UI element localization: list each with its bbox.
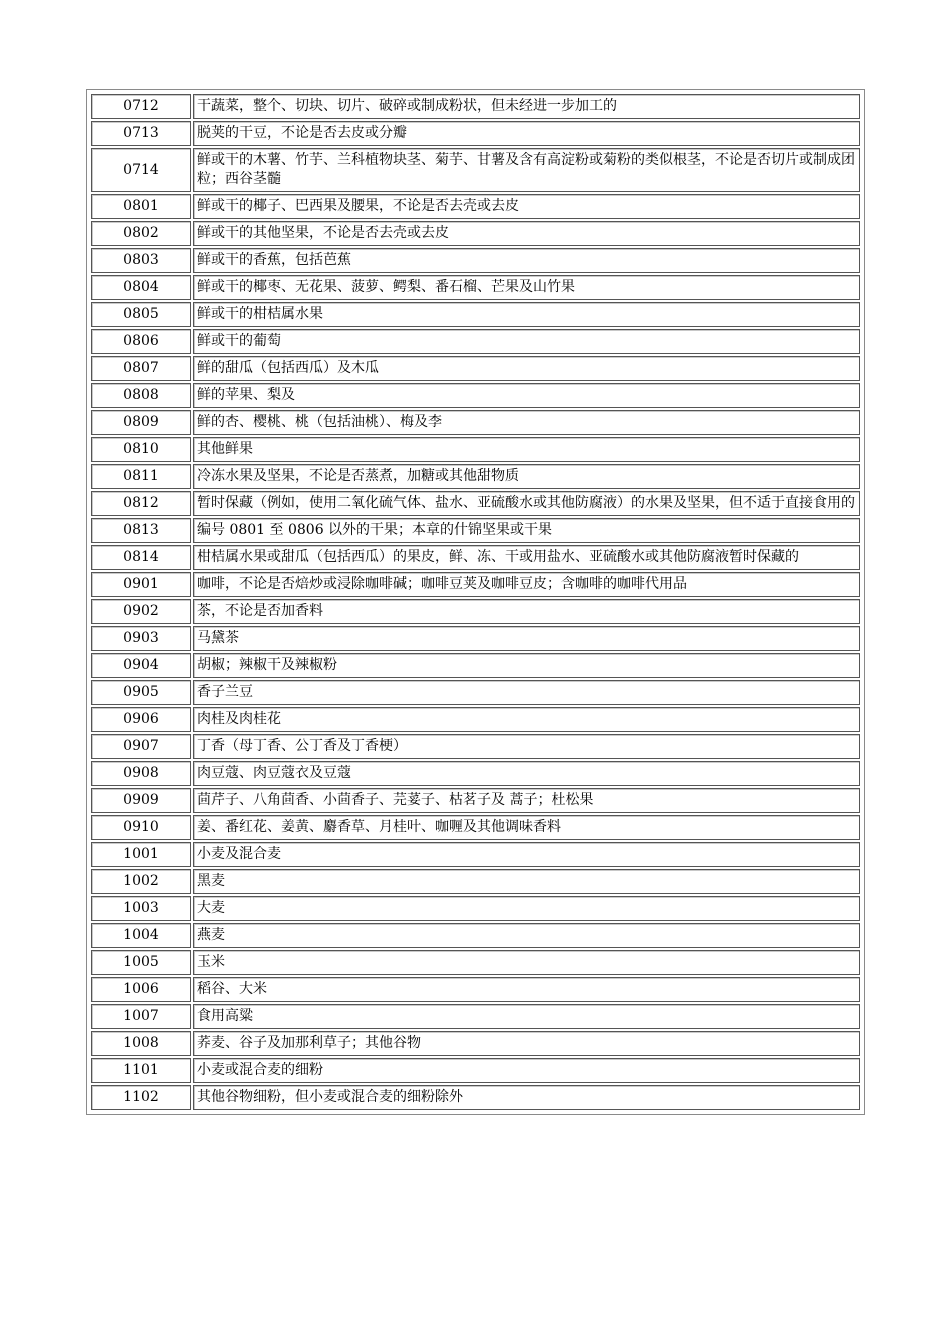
- description-cell: 暂时保藏（例如，使用二氧化硫气体、盐水、亚硫酸水或其他防腐液）的水果及坚果，但不适于直接食用的: [193, 491, 860, 516]
- description-cell: 肉豆蔻、肉豆蔻衣及豆蔻: [193, 761, 860, 786]
- description-cell: 其他谷物细粉，但小麦或混合麦的细粉除外: [193, 1085, 860, 1110]
- hs-code-cell: 0713: [91, 121, 191, 146]
- hs-code-cell: 0906: [91, 707, 191, 732]
- description-cell: 干蔬菜，整个、切块、切片、破碎或制成粉状，但未经进一步加工的: [193, 94, 860, 119]
- hs-code-cell: 0811: [91, 464, 191, 489]
- table-row: [91, 977, 860, 1002]
- table-row: [91, 329, 860, 354]
- hs-code-cell: 0808: [91, 383, 191, 408]
- table-row: [91, 761, 860, 786]
- table-row: [91, 464, 860, 489]
- description-cell: 玉米: [193, 950, 860, 975]
- hs-code-cell: 0712: [91, 94, 191, 119]
- hs-code-cell: 1101: [91, 1058, 191, 1083]
- hs-code-cell: 0805: [91, 302, 191, 327]
- hs-code-cell: 0910: [91, 815, 191, 840]
- hs-code-cell: 0902: [91, 599, 191, 624]
- hs-code-cell: 0813: [91, 518, 191, 543]
- table-row: [91, 950, 860, 975]
- table-row: [91, 545, 860, 570]
- description-cell: 咖啡，不论是否焙炒或浸除咖啡碱；咖啡豆荚及咖啡豆皮；含咖啡的咖啡代用品: [193, 572, 860, 597]
- table-row: [91, 383, 860, 408]
- description-cell: 其他鲜果: [193, 437, 860, 462]
- description-cell: 冷冻水果及坚果，不论是否蒸煮，加糖或其他甜物质: [193, 464, 860, 489]
- description-cell: 胡椒；辣椒干及辣椒粉: [193, 653, 860, 678]
- description-cell: 姜、番红花、姜黄、麝香草、月桂叶、咖喱及其他调味香料: [193, 815, 860, 840]
- table-row: [91, 734, 860, 759]
- description-cell: 鲜或干的其他坚果，不论是否去壳或去皮: [193, 221, 860, 246]
- hs-code-cell: 1007: [91, 1004, 191, 1029]
- hs-code-cell: 0801: [91, 194, 191, 219]
- description-cell: 编号 0801 至 0806 以外的干果；本章的什锦坚果或干果: [193, 518, 860, 543]
- table-row: [91, 707, 860, 732]
- table-row: [91, 94, 860, 119]
- table-row: [91, 680, 860, 705]
- table-row: [91, 842, 860, 867]
- hs-code-cell: 0802: [91, 221, 191, 246]
- hs-code-cell: 0804: [91, 275, 191, 300]
- table-row: [91, 121, 860, 146]
- hs-code-cell: 0803: [91, 248, 191, 273]
- description-cell: 鲜的苹果、梨及: [193, 383, 860, 408]
- table-row: [91, 788, 860, 813]
- description-cell: 荞麦、谷子及加那利草子；其他谷物: [193, 1031, 860, 1056]
- commodity-code-table: [86, 89, 865, 1115]
- description-cell: 黑麦: [193, 869, 860, 894]
- description-cell: 鲜或干的香蕉，包括芭蕉: [193, 248, 860, 273]
- table-row: [91, 896, 860, 921]
- hs-code-cell: 0714: [91, 148, 191, 192]
- hs-code-cell: 0807: [91, 356, 191, 381]
- table-row: [91, 653, 860, 678]
- hs-code-cell: 0809: [91, 410, 191, 435]
- description-cell: 柑桔属水果或甜瓜（包括西瓜）的果皮，鲜、冻、干或用盐水、亚硫酸水或其他防腐液暂时保藏的: [193, 545, 860, 570]
- description-cell: 鲜的甜瓜（包括西瓜）及木瓜: [193, 356, 860, 381]
- table-body: [91, 94, 860, 1110]
- table-row: [91, 626, 860, 651]
- description-cell: 鲜或干的木薯、竹芋、兰科植物块茎、菊芋、甘薯及含有高淀粉或菊粉的类似根茎，不论是否切片或制成团粒；西谷茎髓: [193, 148, 860, 192]
- table-row: [91, 148, 860, 192]
- hs-code-cell: 0901: [91, 572, 191, 597]
- hs-code-cell: 0904: [91, 653, 191, 678]
- table-row: [91, 518, 860, 543]
- hs-code-cell: 0812: [91, 491, 191, 516]
- table-row: [91, 815, 860, 840]
- table-row: [91, 356, 860, 381]
- table-row: [91, 491, 860, 516]
- description-cell: 小麦或混合麦的细粉: [193, 1058, 860, 1083]
- table-row: [91, 302, 860, 327]
- description-cell: 小麦及混合麦: [193, 842, 860, 867]
- description-cell: 鲜或干的柑桔属水果: [193, 302, 860, 327]
- table-row: [91, 599, 860, 624]
- hs-code-cell: 1001: [91, 842, 191, 867]
- table-row: [91, 1058, 860, 1083]
- description-cell: 鲜或干的椰枣、无花果、菠萝、鳄梨、番石榴、芒果及山竹果: [193, 275, 860, 300]
- table-row: [91, 248, 860, 273]
- table-row: [91, 437, 860, 462]
- table-row: [91, 1004, 860, 1029]
- table-row: [91, 923, 860, 948]
- description-cell: 茶，不论是否加香料: [193, 599, 860, 624]
- hs-code-cell: 0907: [91, 734, 191, 759]
- hs-code-cell: 0814: [91, 545, 191, 570]
- hs-code-cell: 0905: [91, 680, 191, 705]
- description-cell: 马黛茶: [193, 626, 860, 651]
- hs-code-cell: 0903: [91, 626, 191, 651]
- table-row: [91, 572, 860, 597]
- description-cell: 茴芹子、八角茴香、小茴香子、芫荽子、枯茗子及 蒿子；杜松果: [193, 788, 860, 813]
- hs-code-cell: 0908: [91, 761, 191, 786]
- table-row: [91, 410, 860, 435]
- hs-code-cell: 1102: [91, 1085, 191, 1110]
- description-cell: 鲜或干的椰子、巴西果及腰果，不论是否去壳或去皮: [193, 194, 860, 219]
- hs-code-cell: 1002: [91, 869, 191, 894]
- table-row: [91, 221, 860, 246]
- description-cell: 肉桂及肉桂花: [193, 707, 860, 732]
- hs-code-cell: 0806: [91, 329, 191, 354]
- description-cell: 稻谷、大米: [193, 977, 860, 1002]
- table-row: [91, 1031, 860, 1056]
- table-row: [91, 194, 860, 219]
- description-cell: 脱荚的干豆，不论是否去皮或分瓣: [193, 121, 860, 146]
- description-cell: 鲜或干的葡萄: [193, 329, 860, 354]
- description-cell: 食用高粱: [193, 1004, 860, 1029]
- hs-code-cell: 1003: [91, 896, 191, 921]
- description-cell: 香子兰豆: [193, 680, 860, 705]
- table-row: [91, 275, 860, 300]
- hs-code-cell: 0810: [91, 437, 191, 462]
- hs-code-cell: 1004: [91, 923, 191, 948]
- commodity-table: [89, 92, 862, 1112]
- hs-code-cell: 1006: [91, 977, 191, 1002]
- hs-code-cell: 1008: [91, 1031, 191, 1056]
- table-row: [91, 1085, 860, 1110]
- table-row: [91, 869, 860, 894]
- hs-code-cell: 0909: [91, 788, 191, 813]
- hs-code-cell: 1005: [91, 950, 191, 975]
- description-cell: 鲜的杏、樱桃、桃（包括油桃）、梅及李: [193, 410, 860, 435]
- description-cell: 丁香（母丁香、公丁香及丁香梗）: [193, 734, 860, 759]
- description-cell: 燕麦: [193, 923, 860, 948]
- description-cell: 大麦: [193, 896, 860, 921]
